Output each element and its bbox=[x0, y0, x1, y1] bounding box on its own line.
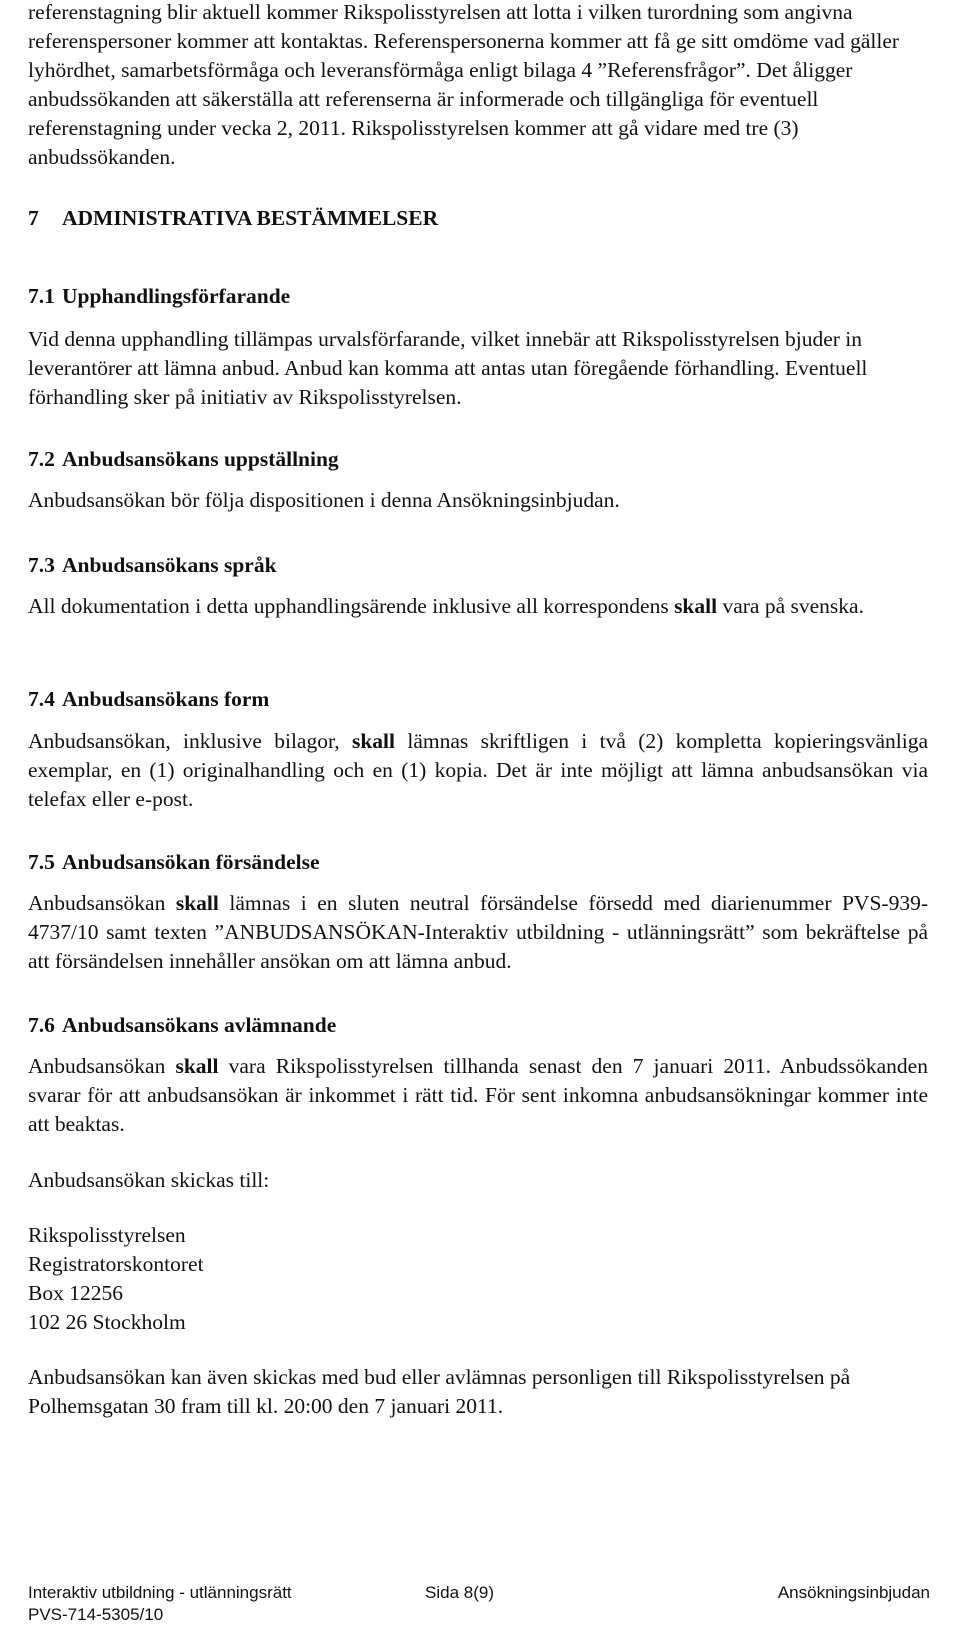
section-7-2-paragraph: Anbudsansökan bör följa dispositionen i denna Ansökningsinbjudan. bbox=[28, 488, 620, 512]
section-heading-7-3 bbox=[28, 551, 277, 580]
section-heading-7-2 bbox=[28, 445, 339, 474]
requirement-keyword: skall bbox=[175, 891, 219, 915]
requirement-keyword: skall bbox=[351, 729, 396, 753]
section-title: Anbudsansökan försändelse bbox=[62, 850, 320, 874]
section-7-1-paragraph: Vid denna upphandling tillämpas urvalsförfarande, vilket innebär att Rikspolisstyrelsen bjuder in leverantörer att lämna anbud. Anbud kan komma att antas utan föregående förhandling. Eventuell förhandling sker på initiativ av Rikspolisstyrelsen. bbox=[28, 327, 868, 409]
footer-page-number: Sida 8(9) bbox=[425, 1583, 494, 1602]
section-heading-7-4 bbox=[28, 685, 269, 714]
section-title: Anbudsansökans avlämnande bbox=[62, 1013, 337, 1037]
requirement-keyword: skall bbox=[175, 1054, 219, 1078]
section-7-5-paragraph: Anbudsansökan skall lämnas i en sluten neutral försändelse försedd med diarienummer PVS-939-4737/10 samt texten ”ANBUDSANSÖKAN-Interaktiv utbildning - utlänningsrätt” som bekräftelse på att försändelsen innehåller ansökan om att lämna anbud. bbox=[28, 891, 928, 973]
section-7-4-paragraph: Anbudsansökan, inklusive bilagor, skall lämnas skriftligen i två (2) kompletta kopieringsvänliga exemplar, en (1) originalhandling och en (1) kopia. Det är inte möjligt att lämna anbudsansökan via telefax eller e-post. bbox=[28, 729, 928, 811]
section-title: Upphandlingsförfarande bbox=[62, 284, 291, 308]
section-title: Anbudsansökans språk bbox=[62, 553, 277, 577]
section-title: Anbudsansökans form bbox=[62, 687, 270, 711]
section-heading-7-5 bbox=[28, 848, 320, 877]
address-line: Rikspolisstyrelsen bbox=[28, 1223, 186, 1247]
footer-left: Interaktiv utbildning - utlänningsrätt bbox=[28, 1583, 292, 1602]
delivery-paragraph: Anbudsansökan kan även skickas med bud eller avlämnas personligen till Rikspolisstyrelsen på Polhemsgatan 30 fram till kl. 20:00 den 7 januari 2011. bbox=[28, 1365, 851, 1418]
section-heading-7-6 bbox=[28, 1011, 336, 1040]
intro-paragraph: referenstagning blir aktuell kommer Rikspolisstyrelsen att lotta i vilken turordning som angivna referenspersoner kommer att kontaktas. Referenspersonerna kommer att få ge sitt omdöme vad gäller lyhördhet, samarbetsförmåga och leveransförmåga enligt bilaga 4 ”Referensfrågor”. Det åligger anbudssökanden att säkerställa att referenserna är informerade och tillgängliga för eventuell referenstagning under vecka 2, 2011. Rikspolisstyrelsen kommer att gå vidare med tre (3) anbudssökanden. bbox=[28, 0, 900, 169]
section-number: 7.5 bbox=[28, 850, 55, 874]
section-title: Anbudsansökans uppställning bbox=[62, 447, 339, 471]
section-number: 7.2 bbox=[28, 447, 55, 471]
address-line: 102 26 Stockholm bbox=[28, 1310, 186, 1334]
address-line: Registratorskontoret bbox=[28, 1252, 204, 1276]
section-number: 7 bbox=[28, 206, 39, 230]
section-heading-7 bbox=[28, 204, 438, 233]
footer-reference: PVS-714-5305/10 bbox=[28, 1605, 164, 1624]
footer-right: Ansökningsinbjudan bbox=[777, 1583, 930, 1602]
requirement-keyword: skall bbox=[674, 594, 718, 618]
section-number: 7.3 bbox=[28, 553, 55, 577]
send-to-label: Anbudsansökan skickas till: bbox=[28, 1168, 270, 1192]
section-7-6-paragraph: Anbudsansökan skall vara Rikspolisstyrelsen tillhanda senast den 7 januari 2011. Anbudssökanden svarar för att anbudsansökan är inkommet i rätt tid. För sent inkomna anbudsansökningar kommer inte att beaktas. bbox=[28, 1054, 928, 1136]
section-heading-7-1 bbox=[28, 282, 290, 311]
section-number: 7.6 bbox=[28, 1013, 55, 1037]
section-number: 7.1 bbox=[28, 284, 55, 308]
address-line: Box 12256 bbox=[28, 1281, 123, 1305]
section-7-3-paragraph: All dokumentation i detta upphandlingsärende inklusive all korrespondens skall vara på svenska. bbox=[28, 594, 864, 618]
section-title: ADMINISTRATIVA BESTÄMMELSER bbox=[62, 206, 439, 230]
section-number: 7.4 bbox=[28, 687, 55, 711]
